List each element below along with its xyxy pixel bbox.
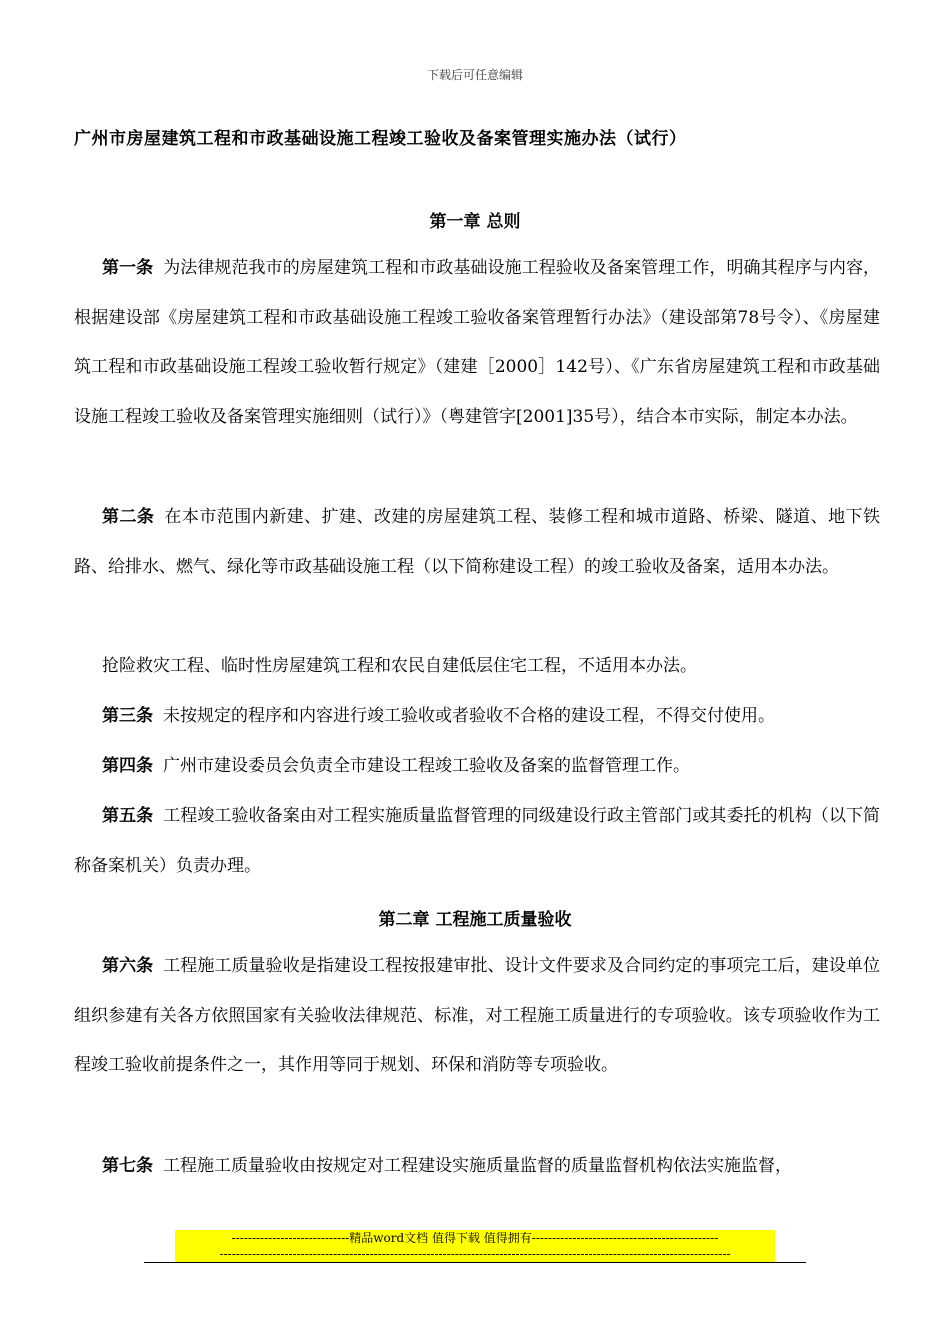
chapter-1-heading: 第一章 总则: [429, 212, 521, 232]
article-1: [74, 244, 880, 442]
document-title: 广州市房屋建筑工程和市政基础设施工程竣工验收及备案管理实施办法（试行）: [74, 129, 687, 149]
footer-watermark-line-2: ------------------------------------------------------------------------------------------------------------------------------: [175, 1246, 775, 1262]
article-label: 第七条: [102, 1156, 153, 1176]
article-text: 广州市建设委员会负责全市建设工程竣工验收及备案的监督管理工作。: [163, 756, 690, 776]
article-2: [74, 493, 880, 592]
article-4: [74, 742, 880, 792]
article-label: 第三条: [102, 706, 153, 726]
article-text: 为法律规范我市的房屋建筑工程和市政基础设施工程验收及备案管理工作，明确其程序与内容，根据建设部《房屋建筑工程和市政基础设施工程竣工验收备案管理暂行办法》（建设部第78号令）、《房屋建筑工程和市政基础设施工程竣工验收暂行规定》（建建［2000］142号）、《广东省房屋建筑工程和市政基础设施工程竣工验收及备案管理实施细则（试行）》（粤建管字[2001]35号），结合本市实际，制定本办法。: [74, 258, 881, 427]
article-text: 未按规定的程序和内容进行竣工验收或者验收不合格的建设工程，不得交付使用。: [163, 706, 775, 726]
header-note: 下载后可任意编辑: [426, 68, 523, 82]
article-label: 第二条: [102, 507, 155, 527]
article-label: 第四条: [102, 756, 153, 776]
article-label: 第一条: [102, 258, 154, 278]
article-text: 抢险救灾工程、临时性房屋建筑工程和农民自建低层住宅工程，不适用本办法。: [102, 656, 697, 676]
article-5: [74, 792, 880, 891]
article-label: 第六条: [102, 956, 154, 976]
article-label: 第五条: [102, 806, 154, 826]
article-text: 工程施工质量验收是指建设工程按报建审批、设计文件要求及合同约定的事项完工后，建设单位组织参建有关各方依照国家有关验收法律规范、标准，对工程施工质量进行的专项验收。该专项验收作为工程竣工验收前提条件之一，其作用等同于规划、环保和消防等专项验收。: [74, 956, 881, 1075]
chapter-2-heading: 第二章 工程施工质量验收: [378, 910, 572, 930]
footer-divider: [144, 1262, 806, 1263]
article-6: [74, 942, 880, 1091]
article-3: [74, 692, 880, 742]
article-text: 工程竣工验收备案由对工程实施质量监督管理的同级建设行政主管部门或其委托的机构（以下简称备案机关）负责办理。: [74, 806, 881, 876]
footer-watermark-line-1: -----------------------------精品word文档 值得下载 值得拥有----------------------------------------------: [175, 1230, 775, 1246]
article-text: 在本市范围内新建、扩建、改建的房屋建筑工程、装修工程和城市道路、桥梁、隧道、地下铁路、给排水、燃气、绿化等市政基础设施工程（以下简称建设工程）的竣工验收及备案，适用本办法。: [74, 507, 881, 577]
article-2-paragraph-2: [74, 642, 880, 692]
article-7: [74, 1142, 880, 1192]
article-text: 工程施工质量验收由按规定对工程建设实施质量监督的质量监督机构依法实施监督，: [163, 1156, 792, 1176]
